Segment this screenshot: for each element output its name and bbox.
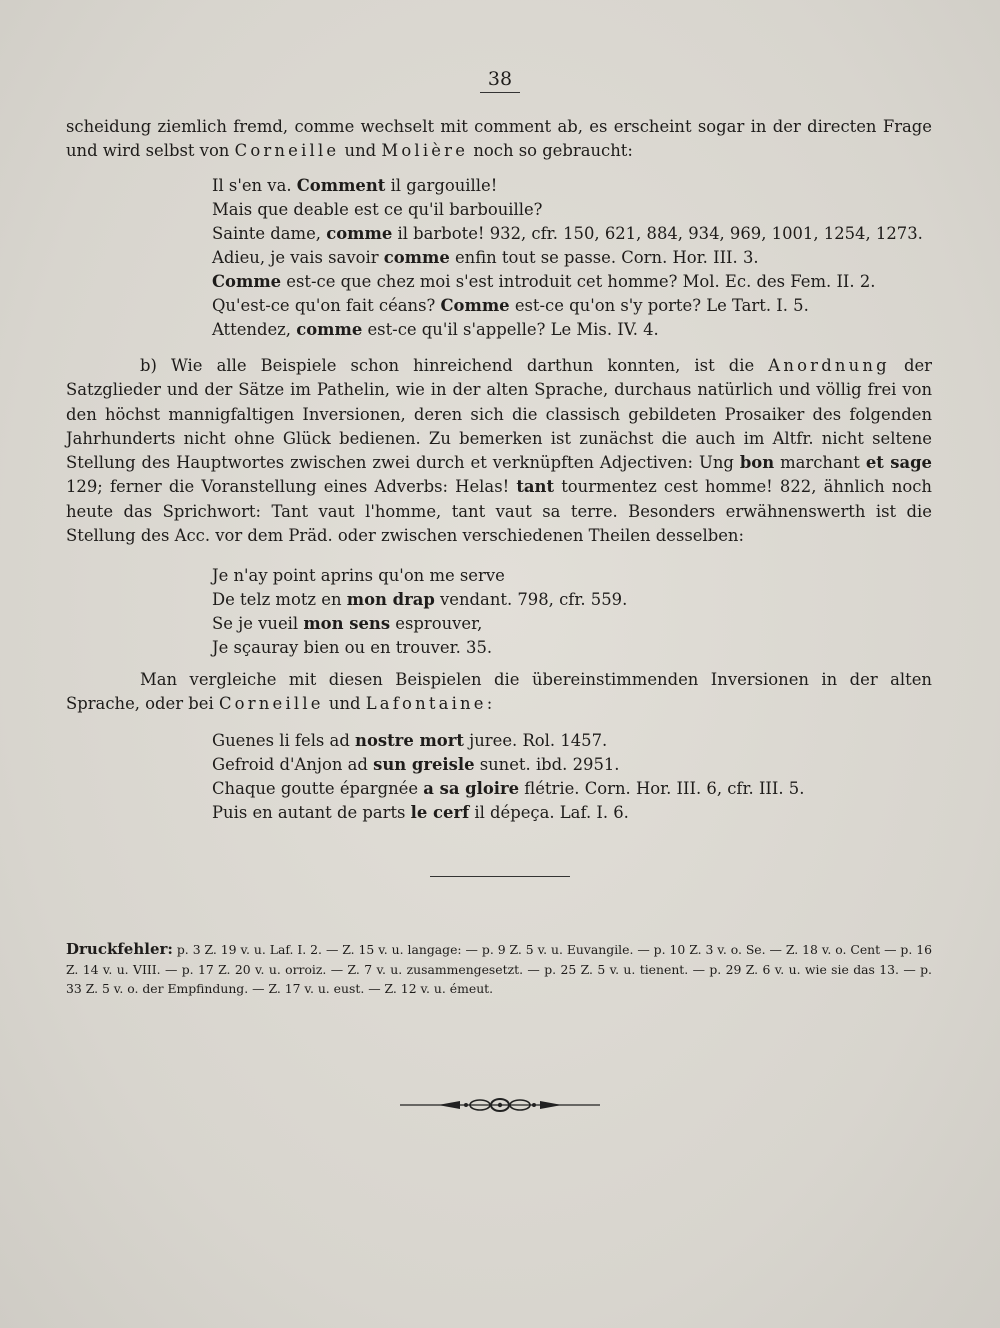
quote-line: Gefroid d'Anjon ad sun greisle sunet. ibd. 2951. (212, 755, 620, 774)
page-number: 38 (0, 68, 1000, 90)
quote-line: Qu'est-ce qu'on fait céans? Comme est-ce qu'on s'y porte? Le Tart. I. 5. (212, 296, 809, 315)
quote-line: Il s'en va. Comment il gargouille! (212, 176, 498, 195)
quote-line: Puis en autant de parts le cerf il dépeça. Laf. I. 6. (212, 803, 629, 822)
quote-block-pathelin (212, 564, 952, 660)
quote-block-comme (212, 174, 952, 342)
quote-block-inversionen (212, 729, 952, 825)
errata-text: p. 3 Z. 19 v. u. Laf. I. 2. — Z. 15 v. u. langage: — p. 9 Z. 5 v. u. Euvangile. — p. 10 Z. 3 v. o. Se. — Z. 18 v. o. Cent — p. 16 Z. 14 v. u. VIII. — p. 17 Z. 20 v. u. orroiz. — Z. 7 v. u. zusammengesetzt. — p. 25 Z. 5 v. u. tienent. — p. 29 Z. 6 v. u. wie sie das 13. — p. 33 Z. 5 v. o. der Empfindung. — Z. 17 v. u. eust. — Z. 12 v. u. émeut. (66, 942, 932, 996)
quote-line: Adieu, je vais savoir comme enfin tout se passe. Corn. Hor. III. 3. (212, 248, 759, 267)
quote-line: De telz motz en mon drap vendant. 798, cfr. 559. (212, 590, 628, 609)
quote-line: Sainte dame, comme il barbote! 932, cfr. 150, 621, 884, 934, 969, 1001, 1254, 1273. (212, 224, 923, 243)
paragraph-anordnung: b) Wie alle Beispiele schon hinreichend darthun konnten, ist die Anordnung der Satzglieder und der Sätze im Pathelin, wie in der alten Sprache, durchaus natürlich und völlig frei von den höchst mannigfaltigen Inversionen, deren sich die classisch gebildeten Prosaiker des folgenden Jahrhunderts nicht ohne Glück bedienen. Zu bemerken ist zunächst die auch im Altfr. nicht seltene Stellung des Hauptwortes zwischen zwei durch et verknüpften Adjectiven: Ung bon marchant et sage 129; ferner die Voranstellung eines Adverbs: Helas! tant tourmentez cest homme! 822, ähnlich noch heute das Sprichwort: Tant vaut l'homme, tant vaut sa terre. Besonders erwähnenswerth ist die Stellung des Acc. vor dem Präd. oder zwischen verschiedenen Theilen desselben: (66, 356, 932, 546)
quote-line: Guenes li fels ad nostre mort juree. Rol. 1457. (212, 731, 608, 750)
paragraph-vergleich: Man vergleiche mit diesen Beispielen die übereinstimmenden Inversionen in der alten Sprache, oder bei Corneille und Lafontaine: (66, 670, 932, 714)
quote-line: Comme est-ce que chez moi s'est introduit cet homme? Mol. Ec. des Fem. II. 2. (212, 272, 876, 291)
quote-line: Je n'ay point aprins qu'on me serve (212, 566, 505, 585)
quote-line: Se je vueil mon sens esprouver, (212, 614, 483, 633)
errata-label: Druckfehler: (66, 940, 173, 958)
quote-line: Attendez, comme est-ce qu'il s'appelle? Le Mis. IV. 4. (212, 320, 659, 339)
quote-line: Mais que deable est ce qu'il barbouille? (212, 200, 543, 219)
section-divider (430, 876, 570, 877)
quote-line: Je sçauray bien ou en trouver. 35. (212, 638, 493, 657)
paragraph-intro: scheidung ziemlich fremd, comme wechselt mit comment ab, es erscheint sogar in der directen Frage und wird selbst von Corneille und Molière noch so gebraucht: (66, 117, 932, 161)
errata-block (66, 940, 932, 999)
quote-line: Chaque goutte épargnée a sa gloire flétrie. Corn. Hor. III. 6, cfr. III. 5. (212, 779, 805, 798)
ornament-icon (398, 1094, 602, 1116)
